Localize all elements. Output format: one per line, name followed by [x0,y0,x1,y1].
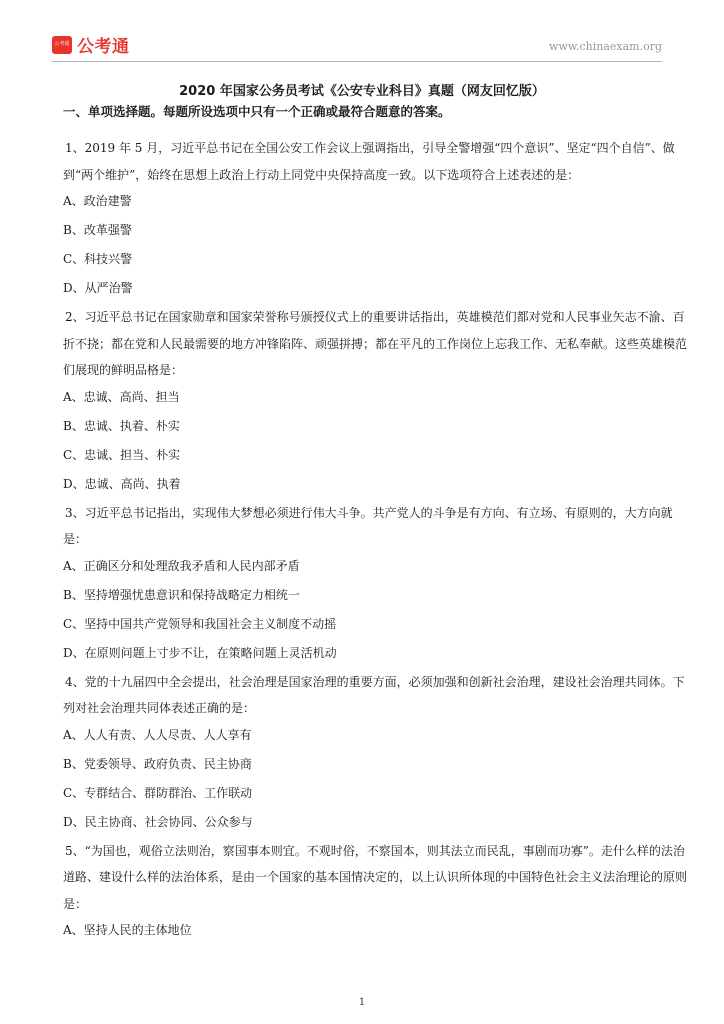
page-header [52,32,662,60]
option-a: A、正确区分和处理敌我矛盾和人民内部矛盾 [63,558,300,573]
question-3 [63,500,691,669]
question-stem: 2、习近平总书记在国家勋章和国家荣誉称号颁授仪式上的重要讲话指出，英雄模范们都对党和人民事业矢志不渝、百折不挠；都在党和人民最需要的地方冲锋陷阵、顽强拼搏；都在平凡的工作岗位上忘我工作、无私奉献。这些英雄模范们展现的鲜明品格是： [63,310,688,377]
option-d: D、在原则问题上寸步不让，在策略问题上灵活机动 [63,645,337,660]
question-stem: 4、党的十九届四中全会提出，社会治理是国家治理的重要方面，必须加强和创新社会治理，建设社会治理共同体。下列对社会治理共同体表述正确的是： [63,674,685,715]
option-d: D、从严治警 [63,281,133,295]
option-a: A、忠诚、高尚、担当 [63,389,180,404]
question-1 [63,135,691,304]
option-a: A、人人有责、人人尽责、人人享有 [63,727,252,742]
option-d: D、民主协商、社会协同、公众参与 [63,814,253,829]
option-c: C、忠诚、担当、朴实 [63,447,181,462]
question-5 [63,838,691,947]
option-b: B、党委领导、政府负责、民主协商 [63,756,252,771]
document-body [63,104,691,946]
option-b: B、坚持增强忧患意识和保持战略定力相统一 [63,587,300,602]
section-heading: 一、单项选择题。每题所设选项中只有一个正确或最符合题意的答案。 [63,104,451,119]
option-a: A、坚持人民的主体地位 [63,923,192,937]
option-c: C、专群结合、群防群治、工作联动 [63,785,253,800]
site-url: www.chinaexam.org [549,40,662,53]
page-number: 1 [358,997,366,1008]
question-stem: 5、“为国也，观俗立法则治，察国事本则宜。不观时俗，不察国本，则其法立而民乱，事剧而功寡”。走什么样的法治道路、建设什么样的法治体系，是由一个国家的基本国情决定的，以上认识所体现的中国特色社会主义法治理论的原则是： [63,843,688,911]
question-stem: 1、2019 年 5 月，习近平总书记在全国公安工作会议上强调指出，引导全警增强“四个意识”、坚定“四个自信”、做到“两个维护”，始终在思想上政治上行动上同党中央保持高度一致。以下选项符合上述表述的是： [63,141,675,182]
logo-badge-icon: 公考通 [52,36,72,54]
option-d: D、忠诚、高尚、执着 [63,476,181,491]
logo-text: 公考通 [77,37,130,57]
option-c: C、科技兴警 [63,252,133,266]
header-divider [52,61,662,62]
option-b: B、忠诚、执着、朴实 [63,418,180,433]
document-title: 2020 年国家公务员考试《公安专业科目》真题（网友回忆版） [179,84,545,99]
question-stem: 3、习近平总书记指出，实现伟大梦想必须进行伟大斗争。共产党人的斗争是有方向、有立场、有原则的，大方向就是： [63,505,673,546]
option-c: C、坚持中国共产党领导和我国社会主义制度不动摇 [63,616,337,631]
logo [52,32,130,57]
question-4 [63,669,691,838]
option-b: B、改革强警 [63,223,132,237]
option-a: A、政治建警 [63,194,132,208]
question-2 [63,304,691,500]
